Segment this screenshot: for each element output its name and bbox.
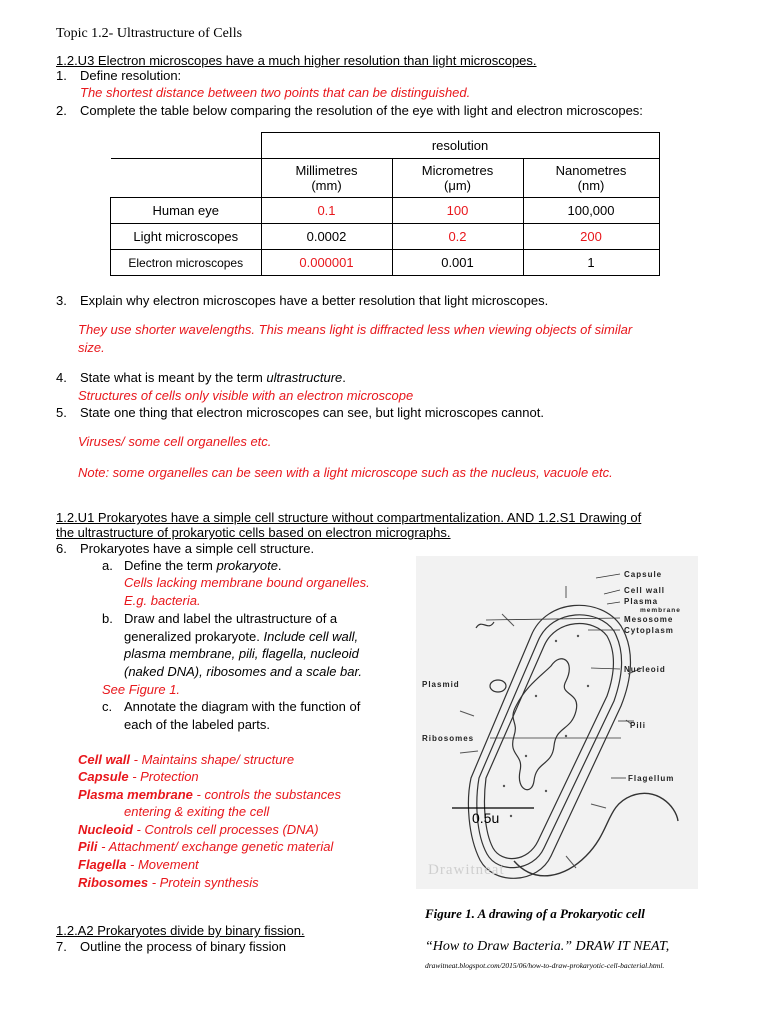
question-text: State what is meant by the term — [80, 370, 267, 385]
question-text: Define the term — [124, 558, 217, 573]
cell-mm: 0.0002 — [261, 224, 392, 250]
question-5 — [56, 405, 544, 420]
answer-6a-line-1: Cells lacking membrane bound organelles. — [124, 575, 370, 590]
question-punct: . — [342, 370, 346, 385]
table-header-nm: Nanometres (nm) — [523, 159, 659, 198]
answer-6a-line-2: E.g. bacteria. — [124, 593, 201, 608]
table-row — [111, 250, 660, 276]
row-label: Human eye — [111, 198, 262, 224]
figure-caption: Figure 1. A drawing of a Prokaryotic cell — [425, 906, 645, 921]
section-heading-a2: 1.2.A2 Prokaryotes divide by binary fission. — [56, 923, 305, 938]
question-number: 5. — [56, 405, 67, 420]
label-capsule: Capsule — [624, 570, 663, 579]
scale-label: 0.5u — [472, 810, 500, 826]
label-cytoplasm: Cytoplasm — [624, 626, 674, 635]
question-text: State one thing that electron microscopes can see, but light microscopes cannot. — [80, 405, 544, 420]
answer-5: Viruses/ some cell organelles etc. — [78, 434, 272, 449]
function-cell-wall: Cell wall - Maintains shape/ structure — [78, 752, 295, 767]
question-text: Explain why electron microscopes have a better resolution that light microscopes. — [80, 293, 549, 308]
section-heading-u3: 1.2.U3 Electron microscopes have a much higher resolution than light microscopes. — [56, 53, 537, 68]
answer-3-line-1: They use shorter wavelengths. This means light is diffracted less when viewing objects of similar — [78, 322, 633, 337]
question-text: Outline the process of binary fission — [80, 939, 286, 954]
function-flagella: Flagella - Movement — [78, 857, 199, 872]
label-plasma: Plasma — [624, 597, 659, 606]
function-pili: Pili - Attachment/ exchange genetic material — [78, 839, 334, 854]
function-plasma-membrane: Plasma membrane - controls the substances — [78, 787, 342, 802]
label-membrane: membrane — [640, 607, 681, 614]
cell-mm: 0.1 — [261, 198, 392, 224]
question-term: prokaryote — [216, 558, 278, 573]
cell-mm: 0.000001 — [261, 250, 392, 276]
question-2 — [56, 103, 643, 118]
question-number: 3. — [56, 293, 67, 308]
question-term: ultrastructure — [266, 370, 343, 385]
question-7 — [56, 939, 286, 954]
label-mesosome: Mesosome — [624, 615, 674, 624]
question-6b — [102, 611, 337, 626]
label-flagellum: Flagellum — [628, 774, 675, 783]
question-6b-line-3: plasma membrane, pili, flagella, nucleoid — [124, 646, 359, 661]
question-6c — [102, 699, 360, 714]
cell-nm: 1 — [523, 250, 659, 276]
table-group-header: resolution — [261, 133, 659, 159]
table-header-mm: Millimetres (mm) — [261, 159, 392, 198]
row-label: Electron microscopes — [111, 250, 262, 276]
cell-um: 0.001 — [392, 250, 523, 276]
function-plasma-membrane-cont: entering & exiting the cell — [124, 804, 270, 819]
answer-4: Structures of cells only visible with an electron microscope — [78, 388, 414, 403]
question-text: Annotate the diagram with the function of — [124, 699, 361, 714]
resolution-table — [110, 132, 660, 276]
answer-1: The shortest distance between two points that can be distinguished. — [80, 85, 471, 100]
figure-url: drawitneat.blogspot.com/2015/06/how-to-draw-prokaryotic-cell-bacterial.html. — [425, 961, 665, 970]
question-number: 6. — [56, 541, 67, 556]
question-letter: c. — [102, 699, 113, 714]
question-number: 7. — [56, 939, 67, 954]
section-heading-u1-line-1: 1.2.U1 Prokaryotes have a simple cell structure without compartmentalization. AND 1.2.S1 Drawing of — [56, 510, 642, 525]
label-pili: Pili — [630, 721, 647, 730]
question-number: 4. — [56, 370, 67, 385]
function-nucleoid: Nucleoid - Controls cell processes (DNA) — [78, 822, 319, 837]
watermark: Drawitneat — [428, 862, 505, 878]
function-capsule: Capsule - Protection — [78, 769, 199, 784]
question-text: Define resolution: — [80, 68, 182, 83]
question-text: Complete the table below comparing the resolution of the eye with light and electron microscopes: — [80, 103, 643, 118]
question-6b-line-4: (naked DNA), ribosomes and a scale bar. — [124, 664, 362, 679]
cell-um: 100 — [392, 198, 523, 224]
figure-citation: “How to Draw Bacteria.” DRAW IT NEAT, — [425, 939, 670, 954]
row-label: Light microscopes — [111, 224, 262, 250]
answer-6b: See Figure 1. — [102, 682, 181, 697]
question-text: Draw and label the ultrastructure of a — [124, 611, 338, 626]
question-3 — [56, 293, 548, 308]
question-6 — [56, 541, 314, 556]
question-6b-line-2 — [124, 629, 358, 644]
question-punct: . — [277, 558, 282, 573]
note: Note: some organelles can be seen with a light microscope such as the nucleus, vacuole etc. — [78, 465, 613, 480]
cell-um: 0.2 — [392, 224, 523, 250]
table-row — [111, 198, 660, 224]
function-ribosomes: Ribosomes - Protein synthesis — [78, 875, 259, 890]
question-6c-line-2: each of the labeled parts. — [124, 717, 270, 732]
label-nucleoid: Nucleoid — [624, 665, 666, 674]
question-1 — [56, 68, 181, 83]
cell-nm: 100,000 — [523, 198, 659, 224]
question-number: 1. — [56, 68, 67, 83]
question-letter: a. — [102, 558, 113, 573]
label-plasmid: Plasmid — [422, 680, 460, 689]
page-title: Topic 1.2- Ultrastructure of Cells — [56, 26, 243, 41]
table-header-um: Micrometres (μm) — [392, 159, 523, 198]
question-letter: b. — [102, 611, 113, 626]
question-number: 2. — [56, 103, 67, 118]
cell-nm: 200 — [523, 224, 659, 250]
answer-3-line-2: size. — [78, 340, 105, 355]
label-ribosomes: Ribosomes — [422, 734, 475, 743]
question-text: generalized prokaryote. — [124, 629, 264, 644]
table-row — [111, 224, 660, 250]
question-6a — [102, 558, 282, 573]
question-italic: Include cell wall, — [263, 629, 359, 644]
question-text: Prokaryotes have a simple cell structure. — [80, 541, 315, 556]
question-4 — [56, 370, 346, 385]
section-heading-u1-line-2: the ultrastructure of prokaryotic cells based on electron micrographs. — [56, 525, 451, 540]
prokaryote-figure — [416, 556, 698, 889]
label-cell-wall: Cell wall — [624, 586, 666, 595]
